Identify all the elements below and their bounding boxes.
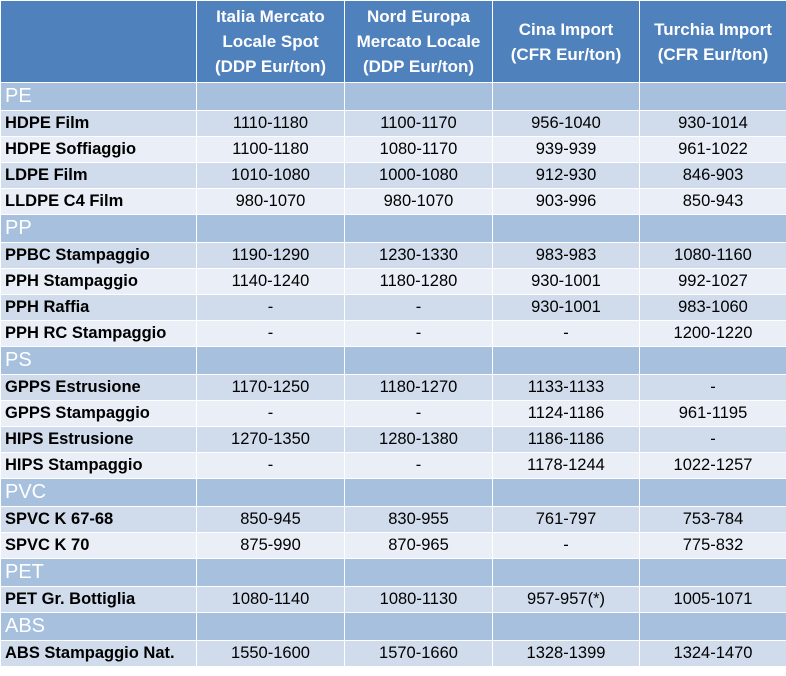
price-cell: 930-1001 (493, 269, 640, 295)
column-header-turchia (640, 1, 786, 83)
table-row (1, 507, 786, 533)
price-cell: 846-903 (640, 163, 786, 189)
group-name: PVC (1, 479, 197, 507)
price-cell: 1324-1470 (640, 641, 786, 667)
price-cell: - (345, 453, 493, 479)
table-row (1, 401, 786, 427)
group-empty-cell (345, 559, 493, 587)
product-name: HDPE Film (1, 111, 197, 137)
price-cell: 1000-1080 (345, 163, 493, 189)
price-cell: 1230-1330 (345, 243, 493, 269)
group-empty-cell (345, 215, 493, 243)
table-row (1, 163, 786, 189)
header-row (1, 1, 786, 83)
product-name: HIPS Stampaggio (1, 453, 197, 479)
group-empty-cell (493, 559, 640, 587)
price-cell: - (345, 401, 493, 427)
price-cell: 961-1195 (640, 401, 786, 427)
product-name: HDPE Soffiaggio (1, 137, 197, 163)
price-cell: 850-945 (197, 507, 345, 533)
column-header-nord-europa (345, 1, 493, 83)
table-row (1, 189, 786, 215)
table-row (1, 427, 786, 453)
price-cell: 1133-1133 (493, 375, 640, 401)
price-cell: 1200-1220 (640, 321, 786, 347)
column-header-line: (DDP Eur/ton) (362, 57, 475, 76)
table-header (1, 1, 786, 83)
price-cell: 830-955 (345, 507, 493, 533)
price-cell: 870-965 (345, 533, 493, 559)
table-body (1, 83, 786, 667)
group-empty-cell (493, 347, 640, 375)
price-cell: 992-1027 (640, 269, 786, 295)
group-empty-cell (640, 479, 786, 507)
column-header-line: Mercato Locale (356, 32, 481, 51)
table-row (1, 375, 786, 401)
table-row (1, 269, 786, 295)
price-cell: 753-784 (640, 507, 786, 533)
product-name: GPPS Stampaggio (1, 401, 197, 427)
price-cell: 1080-1170 (345, 137, 493, 163)
group-header-row (1, 559, 786, 587)
group-header-row (1, 83, 786, 111)
product-name: PPH Stampaggio (1, 269, 197, 295)
product-name: PPH Raffia (1, 295, 197, 321)
column-header-italia (197, 1, 345, 83)
price-cell: - (345, 321, 493, 347)
table-row (1, 243, 786, 269)
price-cell: 1570-1660 (345, 641, 493, 667)
price-cell: - (493, 321, 640, 347)
table-row (1, 295, 786, 321)
group-header-row (1, 479, 786, 507)
price-cell: 1280-1380 (345, 427, 493, 453)
column-header-line: Turchia Import (654, 19, 772, 39)
product-name: PPH RC Stampaggio (1, 321, 197, 347)
price-cell: 1178-1244 (493, 453, 640, 479)
group-empty-cell (640, 559, 786, 587)
product-name: LLDPE C4 Film (1, 189, 197, 215)
group-empty-cell (197, 347, 345, 375)
group-name: PET (1, 559, 197, 587)
group-empty-cell (345, 83, 493, 111)
price-cell: 1080-1140 (197, 587, 345, 613)
group-empty-cell (197, 215, 345, 243)
group-empty-cell (640, 613, 786, 641)
table-row (1, 111, 786, 137)
price-cell: - (640, 427, 786, 453)
product-name: ABS Stampaggio Nat. (1, 641, 197, 667)
table-row (1, 321, 786, 347)
price-cell: 1180-1280 (345, 269, 493, 295)
group-name: PS (1, 347, 197, 375)
group-empty-cell (640, 83, 786, 111)
group-empty-cell (493, 613, 640, 641)
group-header-row (1, 347, 786, 375)
price-cell: 980-1070 (197, 189, 345, 215)
price-cell: 930-1014 (640, 111, 786, 137)
price-cell: - (197, 321, 345, 347)
column-header-line: Italia Mercato (216, 7, 325, 26)
group-empty-cell (345, 347, 493, 375)
price-cell: - (493, 533, 640, 559)
product-name: LDPE Film (1, 163, 197, 189)
price-cell: 1080-1130 (345, 587, 493, 613)
group-empty-cell (197, 479, 345, 507)
product-name: SPVC K 70 (1, 533, 197, 559)
group-empty-cell (197, 83, 345, 111)
group-name: PE (1, 83, 197, 111)
price-cell: 761-797 (493, 507, 640, 533)
header-corner-cell (1, 1, 197, 83)
price-cell: 980-1070 (345, 189, 493, 215)
column-header-line: (CFR Eur/ton) (657, 44, 769, 64)
price-cell: 850-943 (640, 189, 786, 215)
price-cell: 1270-1350 (197, 427, 345, 453)
column-header-cina (493, 1, 640, 83)
product-name: PET Gr. Bottiglia (1, 587, 197, 613)
group-empty-cell (197, 559, 345, 587)
column-header-line: Nord Europa (367, 7, 470, 26)
column-header-line: Cina Import (518, 19, 614, 39)
price-cell: - (345, 295, 493, 321)
price-cell: 956-1040 (493, 111, 640, 137)
price-cell: - (197, 401, 345, 427)
column-header-line: (CFR Eur/ton) (510, 44, 622, 64)
group-empty-cell (493, 83, 640, 111)
table-row (1, 533, 786, 559)
price-cell: 903-996 (493, 189, 640, 215)
group-header-row (1, 215, 786, 243)
price-cell: 875-990 (197, 533, 345, 559)
group-empty-cell (345, 479, 493, 507)
price-cell: 983-983 (493, 243, 640, 269)
price-cell: 930-1001 (493, 295, 640, 321)
price-cell: 912-930 (493, 163, 640, 189)
column-header-line: Locale Spot (222, 32, 319, 51)
price-cell: 1328-1399 (493, 641, 640, 667)
price-cell: 957-957(*) (493, 587, 640, 613)
group-empty-cell (197, 613, 345, 641)
price-cell: 1080-1160 (640, 243, 786, 269)
group-name: PP (1, 215, 197, 243)
price-cell: 1186-1186 (493, 427, 640, 453)
group-header-row (1, 613, 786, 641)
group-empty-cell (640, 215, 786, 243)
table-row (1, 137, 786, 163)
group-empty-cell (493, 479, 640, 507)
price-cell: 1550-1600 (197, 641, 345, 667)
price-cell: 775-832 (640, 533, 786, 559)
table-row (1, 587, 786, 613)
group-name: ABS (1, 613, 197, 641)
product-name: GPPS Estrusione (1, 375, 197, 401)
group-empty-cell (345, 613, 493, 641)
price-cell: 961-1022 (640, 137, 786, 163)
table-row (1, 453, 786, 479)
price-cell: 983-1060 (640, 295, 786, 321)
price-cell: 1022-1257 (640, 453, 786, 479)
price-cell: 1124-1186 (493, 401, 640, 427)
price-cell: - (640, 375, 786, 401)
price-cell: 1100-1170 (345, 111, 493, 137)
price-cell: 1010-1080 (197, 163, 345, 189)
price-cell: 939-939 (493, 137, 640, 163)
group-empty-cell (640, 347, 786, 375)
price-cell: 1005-1071 (640, 587, 786, 613)
price-cell: 1170-1250 (197, 375, 345, 401)
price-cell: 1190-1290 (197, 243, 345, 269)
product-name: SPVC K 67-68 (1, 507, 197, 533)
price-cell: 1140-1240 (197, 269, 345, 295)
product-name: PPBC Stampaggio (1, 243, 197, 269)
price-cell: 1110-1180 (197, 111, 345, 137)
table-row (1, 641, 786, 667)
price-cell: 1100-1180 (197, 137, 345, 163)
group-empty-cell (493, 215, 640, 243)
price-cell: - (197, 453, 345, 479)
column-header-line: (DDP Eur/ton) (214, 57, 327, 76)
price-cell: 1180-1270 (345, 375, 493, 401)
product-name: HIPS Estrusione (1, 427, 197, 453)
price-cell: - (197, 295, 345, 321)
